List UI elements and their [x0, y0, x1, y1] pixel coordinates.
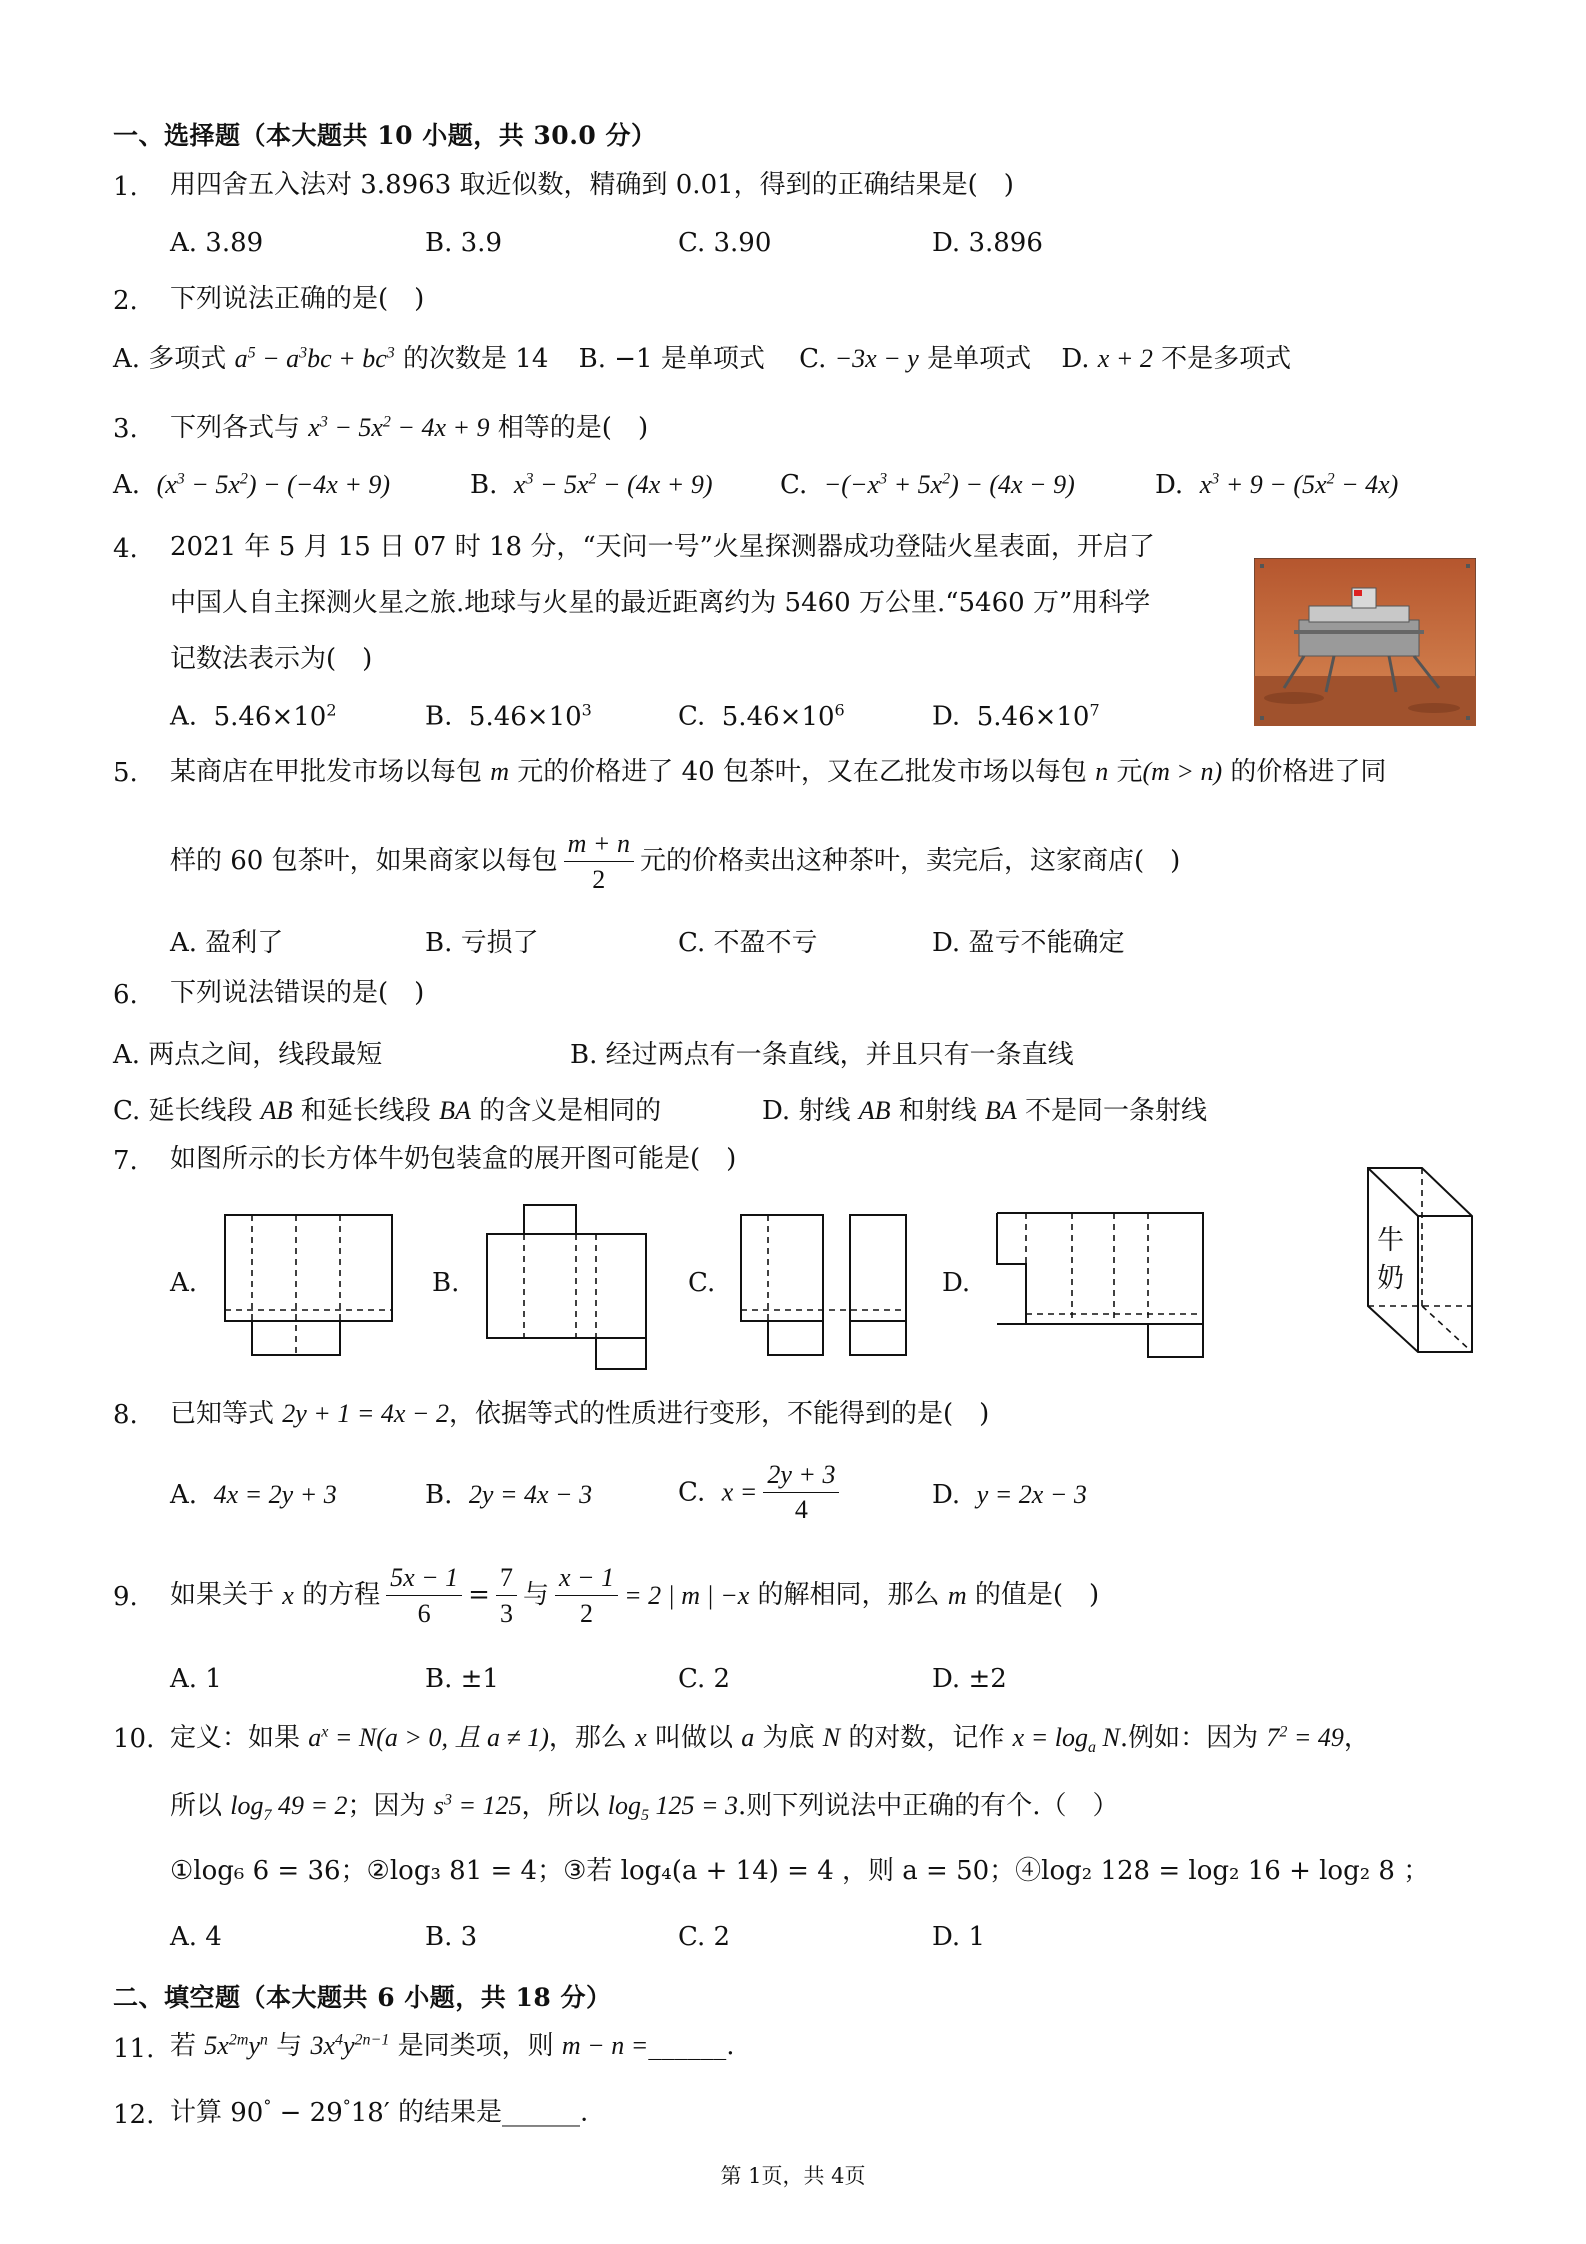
q1-option-b: B. 3.9: [425, 228, 502, 258]
q4-option-d-math: $5.46\times 10^7$: [976, 700, 1100, 732]
q5-var-n: n: [1095, 757, 1109, 786]
q3-stem-post: 相等的是( ): [489, 413, 649, 443]
q10-option-d: D. 1: [932, 1922, 985, 1952]
q4-option-b: [425, 700, 592, 732]
mars-lander-image: [1254, 558, 1476, 726]
q3-option-b-label: B.: [470, 470, 498, 500]
q9-option-c: C. 2: [678, 1664, 731, 1694]
q3-stem-math: $x^3 - 5x^2 - 4x + 9$: [308, 413, 490, 442]
q3-option-c-math: $-(-x^3 + 5x^2) - (4x - 9)$: [823, 470, 1075, 499]
net-d-diagram: [996, 1212, 1204, 1358]
q8-option-c-fraction: $\frac{2y + 3}{4}$: [763, 1460, 839, 1525]
q9-option-d: D. ±2: [932, 1664, 1007, 1694]
q9-mid1: 的方程: [293, 1580, 381, 1611]
q10-l1-comma: ，: [1343, 1723, 1370, 1753]
q10-l2-pre: 所以: [170, 1791, 231, 1821]
q12-number: 12.: [113, 2100, 155, 2130]
q8-stem-math: 2y + 1 = 4x − 2: [282, 1399, 449, 1428]
q2-option-a-pre: A. 多项式: [113, 344, 235, 374]
q6-c-ab: AB: [260, 1096, 293, 1125]
q5-line2-post: 元的价格卖出这种茶叶，卖完后，这家商店( ): [639, 846, 1181, 877]
q4-option-a-label: A.: [170, 701, 198, 732]
q7-label-c: C.: [688, 1268, 716, 1298]
q10-l1-post: .例如：因为: [1119, 1723, 1267, 1753]
q3-option-b-math: $x^3 - 5x^2 - (4x + 9)$: [513, 470, 713, 499]
q4-option-d: [932, 700, 1100, 732]
q8-option-c-x: x =: [721, 1477, 758, 1507]
q8-option-b-math: 2y = 4x − 3: [468, 1480, 593, 1509]
q8-option-d-math: y = 2x − 3: [976, 1480, 1087, 1509]
q5-line2-pre: 样的 60 包茶叶，如果商家以每包: [170, 846, 558, 877]
section-1-title: 一、选择题（本大题共 10 小题，共 30.0 分）: [113, 121, 657, 150]
q11-answer-blank[interactable]: ______.: [648, 2031, 735, 2061]
q10-option-b: B. 3: [425, 1922, 478, 1952]
q12-expr: 90° − 29°18′: [230, 2096, 390, 2128]
q10-log-def: $x = \log_a N$: [1012, 1723, 1120, 1757]
q11-term-1: $5x^{2m}y^n$: [204, 2031, 268, 2060]
q4-option-c-math: $5.46\times 10^6$: [721, 700, 845, 732]
q6-c-ba: BA: [439, 1096, 471, 1125]
q6-option-c: [113, 1090, 661, 1127]
q2-option-b: B. −1 是单项式: [578, 344, 765, 374]
q8-option-b: [425, 1480, 592, 1510]
q11-pre: 若: [170, 2031, 205, 2061]
q2-option-c-post: 是单项式: [918, 344, 1032, 374]
q3-stem: [170, 412, 648, 444]
q4-option-d-label: D.: [932, 701, 961, 732]
q6-option-a: A. 两点之间，线段最短: [113, 1040, 383, 1070]
q5-line-2: [170, 828, 1180, 895]
q6-c-pre: C. 延长线段: [113, 1096, 261, 1126]
q5-line1-pre: 某商店在甲批发市场以每包: [170, 757, 491, 787]
q10-var-x: x: [635, 1723, 647, 1752]
q6-d-post: 不是同一条射线: [1016, 1096, 1208, 1126]
q2-stem: 下列说法正确的是( ): [170, 284, 425, 314]
q2-options-row: [113, 343, 1291, 375]
net-c-diagram: [740, 1214, 908, 1356]
q8-stem: [170, 1398, 989, 1430]
q11-number: 11.: [113, 2034, 155, 2064]
q9-fraction-2: $\frac{7}{3}$: [496, 1562, 517, 1629]
q10-example-4: $\log_5 125 = 3$: [607, 1791, 739, 1825]
section-2-title: 二、填空题（本大题共 6 小题，共 18 分）: [113, 1983, 612, 2012]
q1-option-d: D. 3.896: [932, 228, 1043, 258]
q4-option-b-math: $5.46\times 10^3$: [468, 700, 592, 732]
q4-line-3: 记数法表示为( ): [170, 644, 373, 674]
q4-option-b-label: B.: [425, 701, 453, 732]
q5-number: 5.: [113, 758, 138, 788]
q5-line1-mid: 元的价格进了 40 包茶叶，又在乙批发市场以每包: [509, 757, 1096, 787]
q9-fraction-1: $\frac{5x - 1}{6}$: [386, 1562, 462, 1629]
q8-option-a: [170, 1480, 337, 1510]
q4-option-c-label: C.: [678, 701, 706, 732]
q10-example-1: $7^2 = 49$: [1266, 1723, 1344, 1752]
q10-l2-mid: ；因为: [347, 1791, 434, 1821]
q9-mid3: 的解相同，那么: [749, 1580, 948, 1611]
q6-c-mid: 和延长线段: [292, 1096, 440, 1126]
page-footer: 第 1页，共 4页: [720, 2164, 866, 2188]
q8-option-c-label: C.: [678, 1477, 706, 1508]
q8-number: 8.: [113, 1400, 138, 1430]
q8-option-c: [678, 1460, 845, 1525]
q9-option-a: A. 1: [170, 1664, 222, 1694]
q2-option-a-post: 的次数是 14: [394, 344, 549, 374]
q5-line-1: [170, 756, 1386, 788]
q10-l1-mid3: 为底: [754, 1723, 823, 1753]
q9-option-b: B. ±1: [425, 1664, 499, 1694]
q2-option-d-math: x + 2: [1097, 344, 1153, 373]
q8-option-b-label: B.: [425, 1480, 453, 1510]
q4-number: 4.: [113, 534, 138, 564]
q6-d-ba: BA: [985, 1096, 1017, 1125]
q4-line-1: 2021 年 5 月 15 日 07 时 18 分，“天问一号”火星探测器成功登陆火星表面，开启了: [170, 532, 1155, 562]
q9-mid2: 与: [522, 1580, 549, 1611]
q4-option-a: [170, 700, 337, 732]
q5-line1-tail: 的价格进了同: [1222, 757, 1387, 787]
q1-number: 1.: [113, 172, 138, 202]
q5-line1-post: 元: [1108, 757, 1143, 787]
q10-var-n: N: [822, 1723, 841, 1752]
q9-number: 9.: [113, 1582, 138, 1612]
q9-pre: 如果关于: [170, 1580, 283, 1611]
q10-var-a: a: [741, 1723, 755, 1752]
q10-def-math: $a^x = N(a > 0$, 且 a ≠ 1): [308, 1723, 549, 1752]
q7-stem: 如图所示的长方体牛奶包装盒的展开图可能是( ): [170, 1144, 737, 1174]
q10-option-c: C. 2: [678, 1922, 731, 1952]
q8-option-a-label: A.: [170, 1480, 198, 1510]
q10-example-3: $s^3 = 125$: [433, 1791, 522, 1820]
q1-option-a: A. 3.89: [170, 228, 264, 258]
q1-stem: 用四舍五入法对 3.8963 取近似数，精确到 0.01，得到的正确结果是( ): [170, 170, 1014, 200]
q4-line-2: 中国人自主探测火星之旅.地球与火星的最近距离约为 5460 万公里.“5460 万”用科学: [170, 588, 1151, 618]
q10-example-2: $\log_7 49 = 2$: [230, 1791, 348, 1825]
q9-stem: [170, 1562, 1099, 1629]
q2-number: 2.: [113, 286, 138, 316]
q10-option-a: A. 4: [170, 1922, 222, 1952]
q8-stem-pre: 已知等式: [170, 1399, 283, 1429]
q3-option-c-label: C.: [780, 470, 808, 500]
q11-expr: m − n =: [561, 2031, 649, 2060]
q6-option-b: B. 经过两点有一条直线，并且只有一条直线: [570, 1040, 1074, 1070]
q6-stem: 下列说法错误的是( ): [170, 978, 425, 1008]
q3-option-d: [1155, 470, 1398, 500]
q10-line-3: ①log₆ 6 = 36；②log₃ 81 = 4；③若 log₄(a + 14) = 4 ，则 a = 50；④log₂ 128 = log₂ 16 + log₂ 8 ；: [170, 1856, 1430, 1886]
q7-label-d: D.: [942, 1268, 971, 1298]
q5-option-c: C. 不盈不亏: [678, 928, 818, 958]
q12-post: 的结果是: [389, 2097, 503, 2128]
q12-answer-blank[interactable]: ______.: [502, 2097, 589, 2128]
q9-var-x: x: [282, 1581, 294, 1611]
q10-l1-mid2: 叫做以: [646, 1723, 742, 1753]
q5-option-a: A. 盈利了: [170, 928, 284, 958]
q9-post: 的值是( ): [966, 1580, 1100, 1611]
q6-option-d: [762, 1090, 1207, 1127]
milk-box-char-2: 奶: [1377, 1263, 1404, 1294]
q3-stem-pre: 下列各式与: [170, 413, 309, 443]
q10-number: 10.: [113, 1724, 155, 1754]
q11-mid: 与: [267, 2031, 311, 2061]
q4-option-c: [678, 700, 845, 732]
q5-var-m: m: [490, 757, 510, 786]
q6-c-post: 的含义是相同的: [470, 1096, 662, 1126]
q8-option-d: [932, 1480, 1087, 1510]
q8-option-d-label: D.: [932, 1480, 961, 1510]
q10-l2-mid2: ，所以: [521, 1791, 608, 1821]
q10-l1-mid4: 的对数，记作: [840, 1723, 1013, 1753]
q10-line-2: [170, 1790, 1119, 1825]
q5-option-b: B. 亏损了: [425, 928, 539, 958]
q12-pre: 计算: [170, 2097, 231, 2128]
q8-option-a-math: 4x = 2y + 3: [213, 1480, 337, 1509]
q5-fraction: $\frac{m + n}{2}$: [564, 828, 634, 895]
q4-option-a-math: $5.46\times 10^2$: [213, 700, 337, 732]
q3-number: 3.: [113, 414, 138, 444]
q3-option-b: [470, 470, 713, 500]
q2-option-c-pre: C.: [799, 344, 835, 374]
q3-option-d-label: D.: [1155, 470, 1184, 500]
q1-option-c: C. 3.90: [678, 228, 772, 258]
q2-option-d-pre: D.: [1061, 344, 1098, 374]
q6-d-pre: D. 射线: [762, 1096, 859, 1126]
q10-l1-pre: 定义：如果: [170, 1723, 309, 1753]
milk-box-char-1: 牛: [1377, 1225, 1404, 1256]
q12-stem: [170, 2096, 588, 2129]
q2-option-d-post: 不是多项式: [1152, 344, 1292, 374]
q6-d-ab: AB: [858, 1096, 891, 1125]
q3-option-c: [780, 470, 1075, 500]
net-b-diagram: [486, 1204, 648, 1370]
q9-equals-1: =: [468, 1580, 490, 1611]
net-a-diagram: [224, 1214, 394, 1356]
q7-number: 7.: [113, 1146, 138, 1176]
q6-number: 6.: [113, 980, 138, 1010]
q3-option-d-math: $x^3 + 9 - (5x^2 - 4x)$: [1199, 470, 1399, 499]
q3-option-a-math: $(x^3 - 5x^2) - (-4x + 9)$: [156, 470, 391, 499]
q2-option-c-math: −3x − y: [834, 344, 919, 373]
q9-rhs: = 2 | m | −x: [624, 1581, 750, 1611]
q3-option-a: [113, 470, 390, 500]
q11-stem: [170, 2030, 735, 2062]
q10-l1-mid: ，那么: [548, 1723, 636, 1753]
q5-option-d: D. 盈亏不能确定: [932, 928, 1125, 958]
q7-label-a: A.: [170, 1268, 198, 1298]
q9-fraction-3: $\frac{x - 1}{2}$: [555, 1562, 618, 1629]
q8-stem-post: ，依据等式的性质进行变形，不能得到的是( ): [448, 1399, 990, 1429]
q5-condition: (m > n): [1142, 757, 1223, 786]
q11-term-2: $3x^4y^{2n-1}$: [310, 2031, 390, 2060]
q10-line-1: [170, 1722, 1370, 1757]
q3-option-a-label: A.: [113, 470, 141, 500]
q11-post: 是同类项，则: [389, 2031, 562, 2061]
q6-d-mid: 和射线: [890, 1096, 986, 1126]
q10-l2-post: .则下列说法中正确的有个.（ ）: [738, 1791, 1119, 1821]
q2-option-a-math: $a^5 - a^3bc + bc^3$: [234, 344, 395, 373]
q9-var-m: m: [947, 1581, 967, 1611]
q7-label-b: B.: [432, 1268, 460, 1298]
